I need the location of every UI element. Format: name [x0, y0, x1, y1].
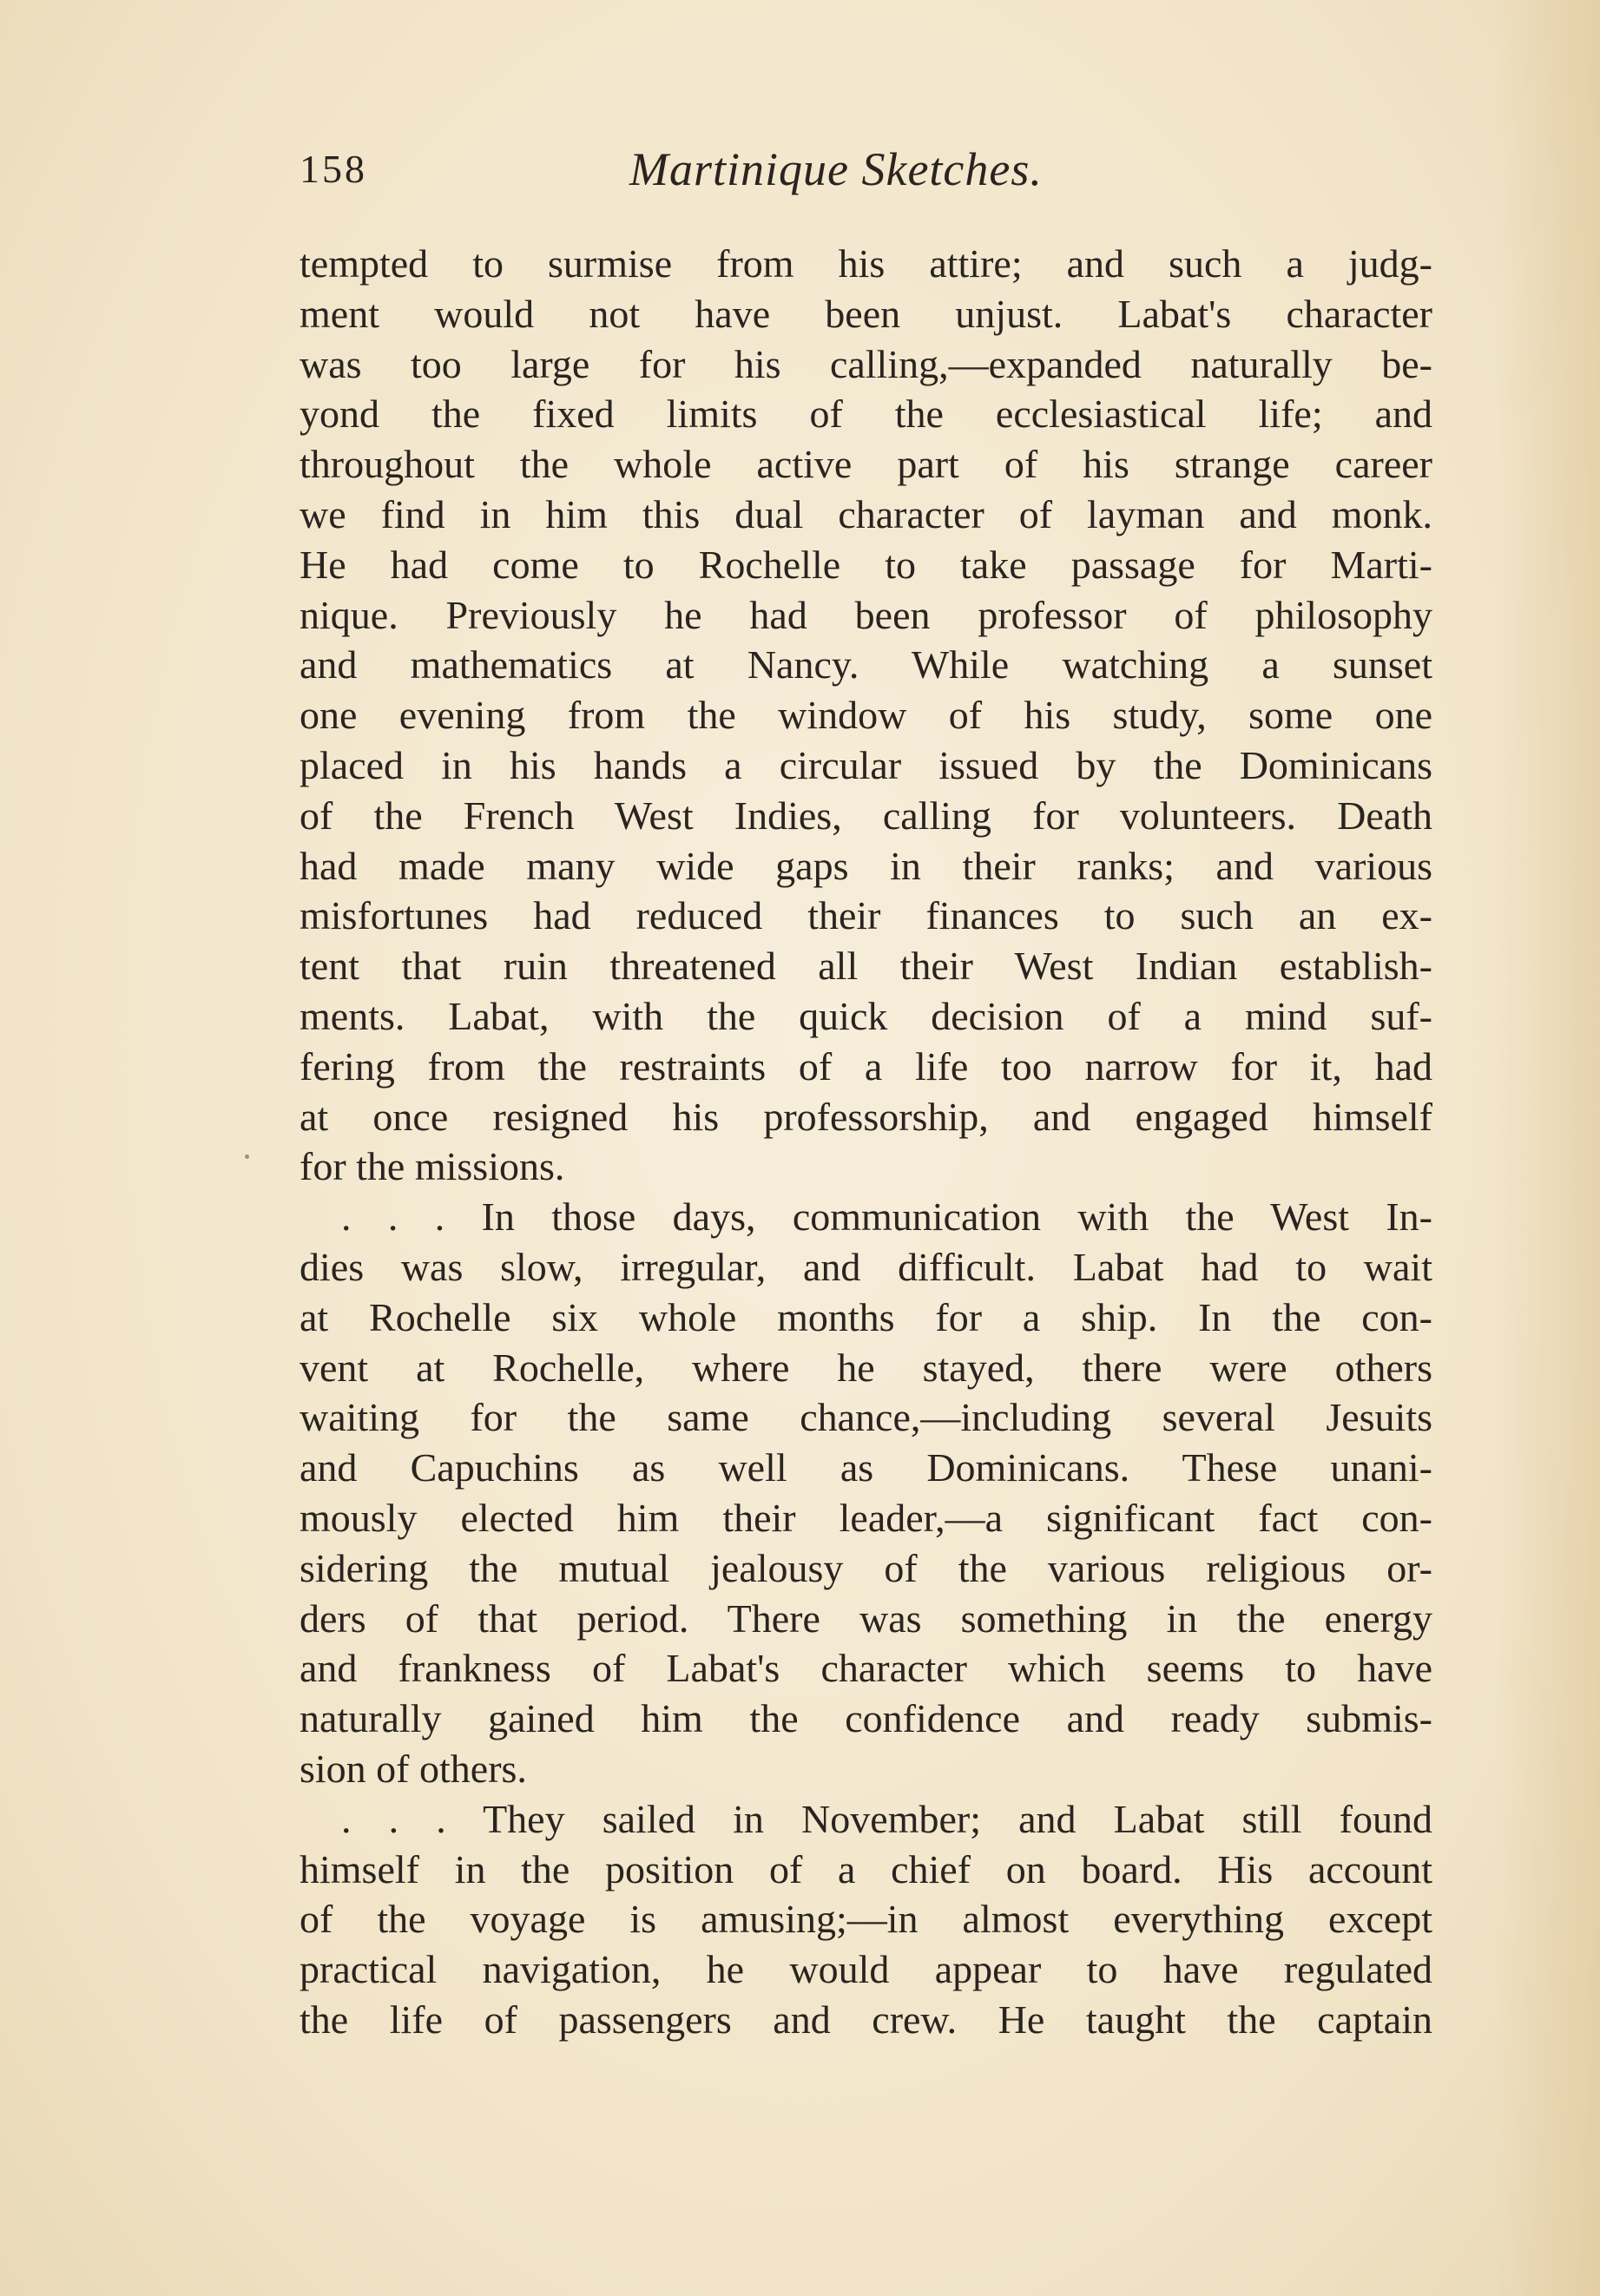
- text-line: the life of passengers and crew. He taught the captain: [300, 1997, 1432, 2042]
- text-line: one evening from the window of his study, some one: [300, 693, 1432, 738]
- text-line: and frankness of Labat's character which seems to have: [300, 1646, 1432, 1691]
- text-line: . . . They sailed in November; and Labat still found: [341, 1796, 1432, 1841]
- text-line: at Rochelle six whole months for a ship. In the con-: [300, 1294, 1432, 1339]
- text-line: He had come to Rochelle to take passage for Marti-: [300, 542, 1432, 587]
- text-line: ment would not have been unjust. Labat's character: [300, 291, 1432, 336]
- running-title: Martinique Sketches.: [629, 143, 1043, 195]
- text-line: and mathematics at Nancy. While watching a sunset: [300, 642, 1432, 687]
- text-line: dies was slow, irregular, and difficult. Labat had to wait: [300, 1244, 1432, 1289]
- page-edge-shading: [1496, 0, 1600, 2296]
- text-line: sidering the mutual jealousy of the various religious or-: [300, 1545, 1432, 1590]
- text-line: practical navigation, he would appear to have regulated: [300, 1947, 1432, 1992]
- text-line: for the missions.: [300, 1144, 565, 1189]
- text-line: vent at Rochelle, where he stayed, there were others: [300, 1345, 1432, 1390]
- text-line: tempted to surmise from his attire; and such a judg-: [300, 241, 1432, 286]
- text-line: misfortunes had reduced their finances to such an ex-: [300, 893, 1432, 938]
- page-number: 158: [300, 147, 367, 191]
- text-line: ments. Labat, with the quick decision of a mind suf-: [300, 993, 1432, 1038]
- running-header: [300, 143, 1437, 207]
- text-line: of the voyage is amusing;—in almost everything except: [300, 1897, 1432, 1942]
- text-line: throughout the whole active part of his strange career: [300, 442, 1432, 487]
- text-line: yond the fixed limits of the ecclesiastical life; and: [300, 391, 1432, 437]
- text-line: placed in his hands a circular issued by the Dominicans: [300, 742, 1432, 787]
- text-line: mously elected him their leader,—a significant fact con-: [300, 1495, 1432, 1540]
- text-line: we find in him this dual character of layman and monk.: [300, 491, 1432, 536]
- text-line: ders of that period. There was something in the energy: [300, 1595, 1432, 1641]
- text-line: himself in the position of a chief on board. His account: [300, 1846, 1432, 1891]
- margin-speck: [245, 1155, 249, 1159]
- text-line: fering from the restraints of a life too narrow for it, had: [300, 1043, 1432, 1089]
- text-line: . . . In those days, communication with the West In-: [341, 1194, 1432, 1240]
- body-text: [300, 239, 1432, 2045]
- text-line: nique. Previously he had been professor of philosophy: [300, 592, 1432, 637]
- text-line: of the French West Indies, calling for volunteers. Death: [300, 793, 1432, 838]
- text-line: was too large for his calling,—expanded naturally be-: [300, 341, 1432, 386]
- text-line: tent that ruin threatened all their West Indian establish-: [300, 944, 1432, 989]
- text-line: sion of others.: [300, 1746, 527, 1791]
- text-line: had made many wide gaps in their ranks; and various: [300, 843, 1432, 888]
- text-line: naturally gained him the confidence and ready submis-: [300, 1696, 1432, 1741]
- text-line: at once resigned his professorship, and engaged himself: [300, 1094, 1432, 1139]
- text-line: and Capuchins as well as Dominicans. These unani-: [300, 1445, 1432, 1490]
- text-line: waiting for the same chance,—including several Jesuits: [300, 1395, 1432, 1440]
